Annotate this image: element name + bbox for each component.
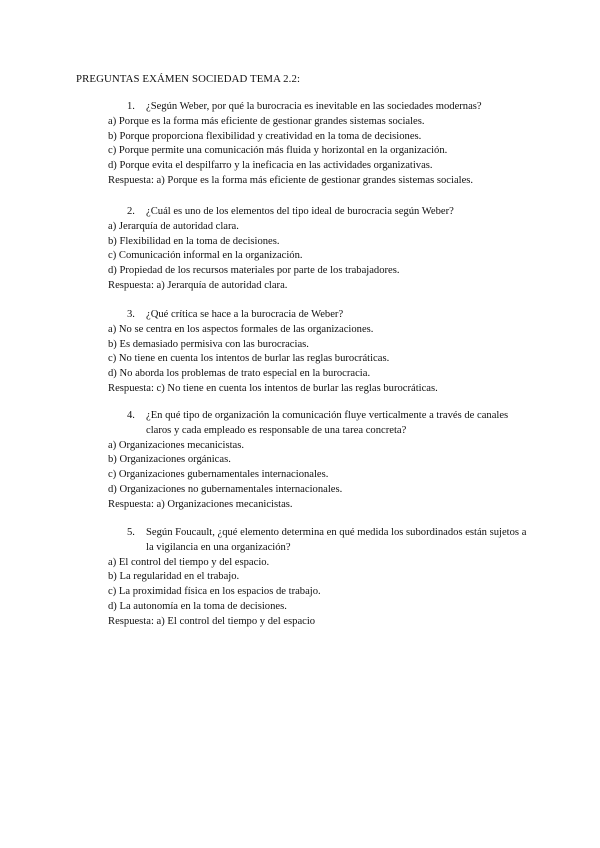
- page-title: PREGUNTAS EXÁMEN SOCIEDAD TEMA 2.2:: [76, 73, 301, 85]
- question-text: Según Foucault, ¿qué elemento determina en qué medida los subordinados están sujetos a la vigilancia en una organización?: [146, 527, 527, 553]
- question-line: [108, 308, 528, 323]
- option-c: c) Porque permite una comunicación más fluida y horizontal en la organización.: [108, 145, 448, 157]
- question-line: [108, 100, 528, 115]
- option-c: c) Comunicación informal en la organización.: [108, 250, 303, 262]
- question-block-5: [108, 526, 528, 630]
- option-a: a) Organizaciones mecanicistas.: [108, 439, 244, 451]
- option-b: b) Porque proporciona flexibilidad y creatividad en la toma de decisiones.: [108, 130, 422, 142]
- question-number: 5.: [127, 527, 135, 538]
- option-b: b) La regularidad en el trabajo.: [108, 571, 240, 583]
- option-a: a) Porque es la forma más eficiente de gestionar grandes sistemas sociales.: [108, 115, 425, 127]
- question-text: ¿Según Weber, por qué la burocracia es inevitable en las sociedades modernas?: [146, 101, 482, 112]
- question-text: ¿Cuál es uno de los elementos del tipo ideal de burocracia según Weber?: [146, 206, 454, 217]
- question-line: [108, 205, 528, 220]
- answer: Respuesta: c) No tiene en cuenta los intentos de burlar las reglas burocráticas.: [108, 382, 438, 394]
- question-line: [108, 409, 528, 439]
- option-d: d) No aborda los problemas de trato especial en la burocracia.: [108, 368, 371, 380]
- option-a: a) Jerarquía de autoridad clara.: [108, 220, 239, 232]
- question-text: ¿En qué tipo de organización la comunicación fluye verticalmente a través de canales claros y cada empleado es responsable de una tarea concreta?: [146, 410, 509, 436]
- option-a: a) El control del tiempo y del espacio.: [108, 556, 270, 568]
- question-block-1: [108, 100, 528, 189]
- answer: Respuesta: a) El control del tiempo y del espacio: [108, 615, 316, 627]
- question-block-2: [108, 205, 528, 294]
- option-d: d) Organizaciones no gubernamentales internacionales.: [108, 483, 343, 495]
- option-c: c) La proximidad física en los espacios de trabajo.: [108, 586, 321, 598]
- question-line: [108, 526, 528, 556]
- answer: Respuesta: a) Jerarquía de autoridad clara.: [108, 279, 288, 291]
- question-number: 3.: [127, 309, 135, 320]
- option-d: d) La autonomía en la toma de decisiones.: [108, 600, 287, 612]
- option-d: d) Porque evita el despilfarro y la ineficacia en las actividades organizativas.: [108, 160, 433, 172]
- option-c: c) Organizaciones gubernamentales internacionales.: [108, 469, 329, 481]
- option-b: b) Organizaciones orgánicas.: [108, 454, 231, 466]
- question-block-3: [108, 308, 528, 397]
- question-number: 1.: [127, 101, 135, 112]
- question-block-4: [108, 409, 528, 513]
- option-b: b) Flexibilidad en la toma de decisiones.: [108, 235, 280, 247]
- answer: Respuesta: a) Organizaciones mecanicistas.: [108, 498, 293, 510]
- option-c: c) No tiene en cuenta los intentos de burlar las reglas burocráticas.: [108, 353, 390, 365]
- option-d: d) Propiedad de los recursos materiales por parte de los trabajadores.: [108, 265, 400, 277]
- question-text: ¿Qué crítica se hace a la burocracia de Weber?: [146, 309, 344, 320]
- option-a: a) No se centra en los aspectos formales de las organizaciones.: [108, 323, 374, 335]
- answer: Respuesta: a) Porque es la forma más eficiente de gestionar grandes sistemas sociales.: [108, 174, 474, 186]
- question-number: 2.: [127, 206, 135, 217]
- option-b: b) Es demasiado permisiva con las burocracias.: [108, 338, 309, 350]
- question-number: 4.: [127, 410, 135, 421]
